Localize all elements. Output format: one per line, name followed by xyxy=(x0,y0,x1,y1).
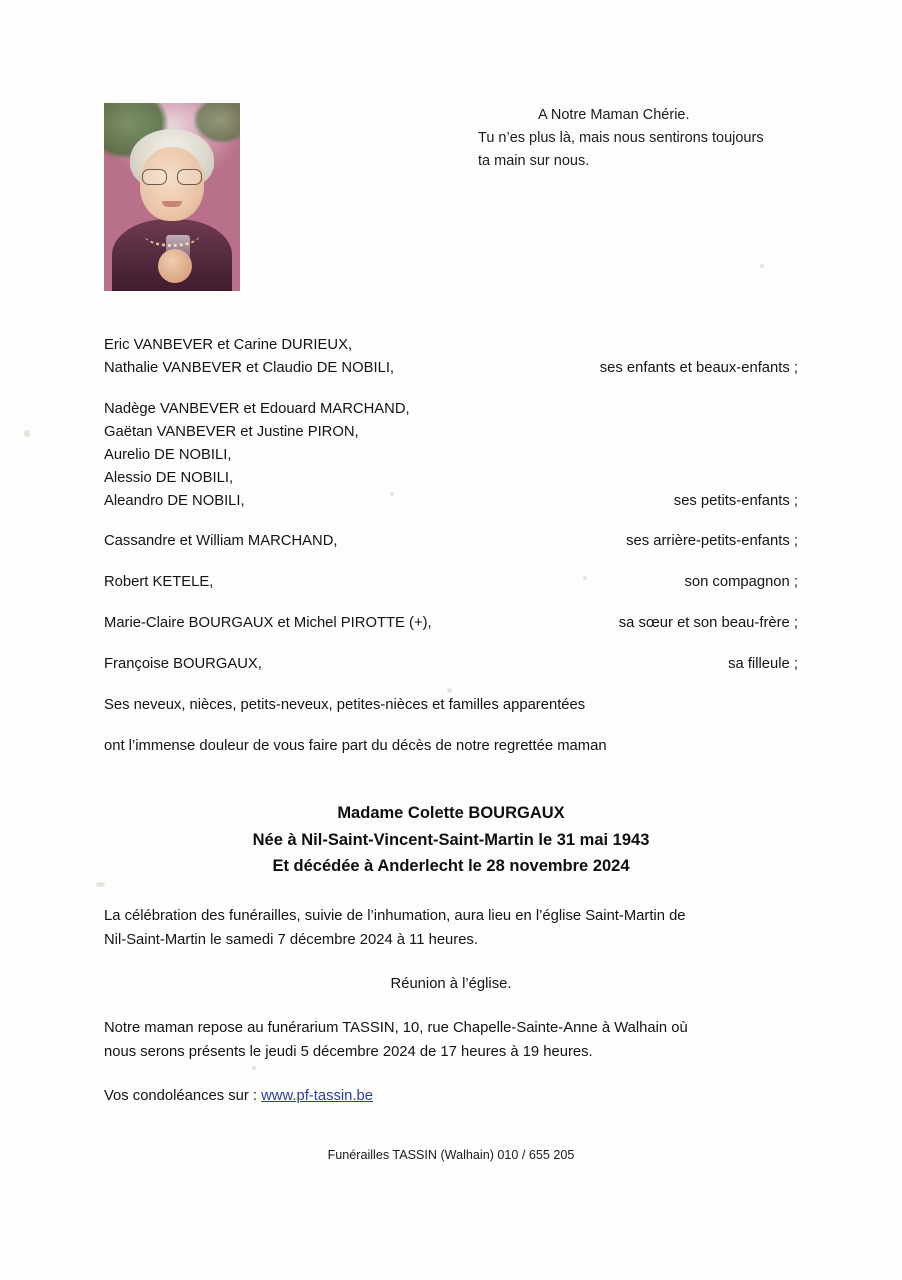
family-listing xyxy=(104,334,798,776)
family-group xyxy=(104,571,798,594)
family-group xyxy=(104,612,798,635)
family-relation: son compagnon ; xyxy=(684,574,798,591)
funeral-line-1: La célébration des funérailles, suivie de l’inhumation, aura lieu en l’église Saint-Martin de xyxy=(104,908,686,924)
family-relation: sa sœur et son beau-frère ; xyxy=(618,615,798,632)
gathering-line: Réunion à l’église. xyxy=(390,975,512,992)
dedication-line-1: A Notre Maman Chérie. xyxy=(538,107,690,123)
family-group xyxy=(104,334,798,380)
family-name-line: Alessio DE NOBILI, xyxy=(104,469,234,486)
deceased-birth: Née à Nil-Saint-Vincent-Saint-Martin le 31 mai 1943 xyxy=(252,830,650,849)
family-name-line: Aurelio DE NOBILI, xyxy=(104,446,232,463)
family-relation: ses arrière-petits-enfants ; xyxy=(626,533,798,550)
family-name-line: Marie-Claire BOURGAUX et Michel PIROTTE (+), xyxy=(104,615,432,632)
family-name-line: Eric VANBEVER et Carine DURIEUX, xyxy=(104,337,353,353)
portrait-mouth xyxy=(162,201,182,207)
family-group xyxy=(104,530,798,553)
deceased-death: Et décédée à Anderlecht le 28 novembre 2024 xyxy=(272,857,630,876)
extended-family-line: Ses neveux, nièces, petits-neveux, petites-nièces et familles apparentées xyxy=(104,697,586,714)
visitation-paragraph xyxy=(104,1017,798,1065)
scan-speckle xyxy=(96,882,105,887)
dedication-line-2: Tu n’es plus là, mais nous sentirons toujours xyxy=(478,129,764,146)
family-relation: ses petits-enfants ; xyxy=(673,492,798,509)
scan-speckle xyxy=(24,430,30,437)
condolences-label: Vos condoléances sur : xyxy=(104,1087,262,1104)
family-name-line: Françoise BOURGAUX, xyxy=(104,656,262,673)
family-name-line: Nathalie VANBEVER et Claudio DE NOBILI, xyxy=(104,359,395,376)
family-names xyxy=(104,653,798,676)
condolences-link[interactable]: www.pf-tassin.be xyxy=(261,1087,373,1104)
family-group xyxy=(104,653,798,676)
portrait-photo xyxy=(104,103,240,291)
funeral-home-footer: Funérailles TASSIN (Walhain) 010 / 655 205 xyxy=(327,1148,575,1162)
family-name-line: Cassandre et William MARCHAND, xyxy=(104,533,338,550)
funeral-line-2: Nil-Saint-Martin le samedi 7 décembre 2024 à 11 heures. xyxy=(104,931,478,948)
announcement-line: ont l’immense douleur de vous faire part du décès de notre regrettée maman xyxy=(104,738,607,755)
visitation-line-1: Notre maman repose au funérarium TASSIN, 10, rue Chapelle-Sainte-Anne à Walhain où xyxy=(104,1019,688,1036)
deceased-name: Madame Colette BOURGAUX xyxy=(337,804,565,822)
deceased-block xyxy=(104,800,798,880)
family-relation: sa filleule ; xyxy=(728,656,798,673)
family-name-line: Aleandro DE NOBILI, xyxy=(104,492,245,509)
condolences-paragraph xyxy=(104,1085,798,1109)
family-name-line: Robert KETELE, xyxy=(104,574,214,591)
ceremony-block xyxy=(104,905,798,1129)
family-name-line: Nadège VANBEVER et Edouard MARCHAND, xyxy=(104,400,410,417)
funeral-paragraph xyxy=(104,905,798,953)
glasses-icon xyxy=(142,169,202,184)
family-group xyxy=(104,398,798,513)
family-relation: ses enfants et beaux-enfants ; xyxy=(599,359,798,376)
dedication-block xyxy=(478,104,808,173)
portrait-hand xyxy=(158,249,192,283)
family-name-line: Gaëtan VANBEVER et Justine PIRON, xyxy=(104,423,359,440)
scan-speckle xyxy=(760,264,764,268)
dedication-line-3: ta main sur nous. xyxy=(478,152,590,169)
visitation-line-2: nous serons présents le jeudi 5 décembre 2024 de 17 heures à 19 heures. xyxy=(104,1043,593,1060)
